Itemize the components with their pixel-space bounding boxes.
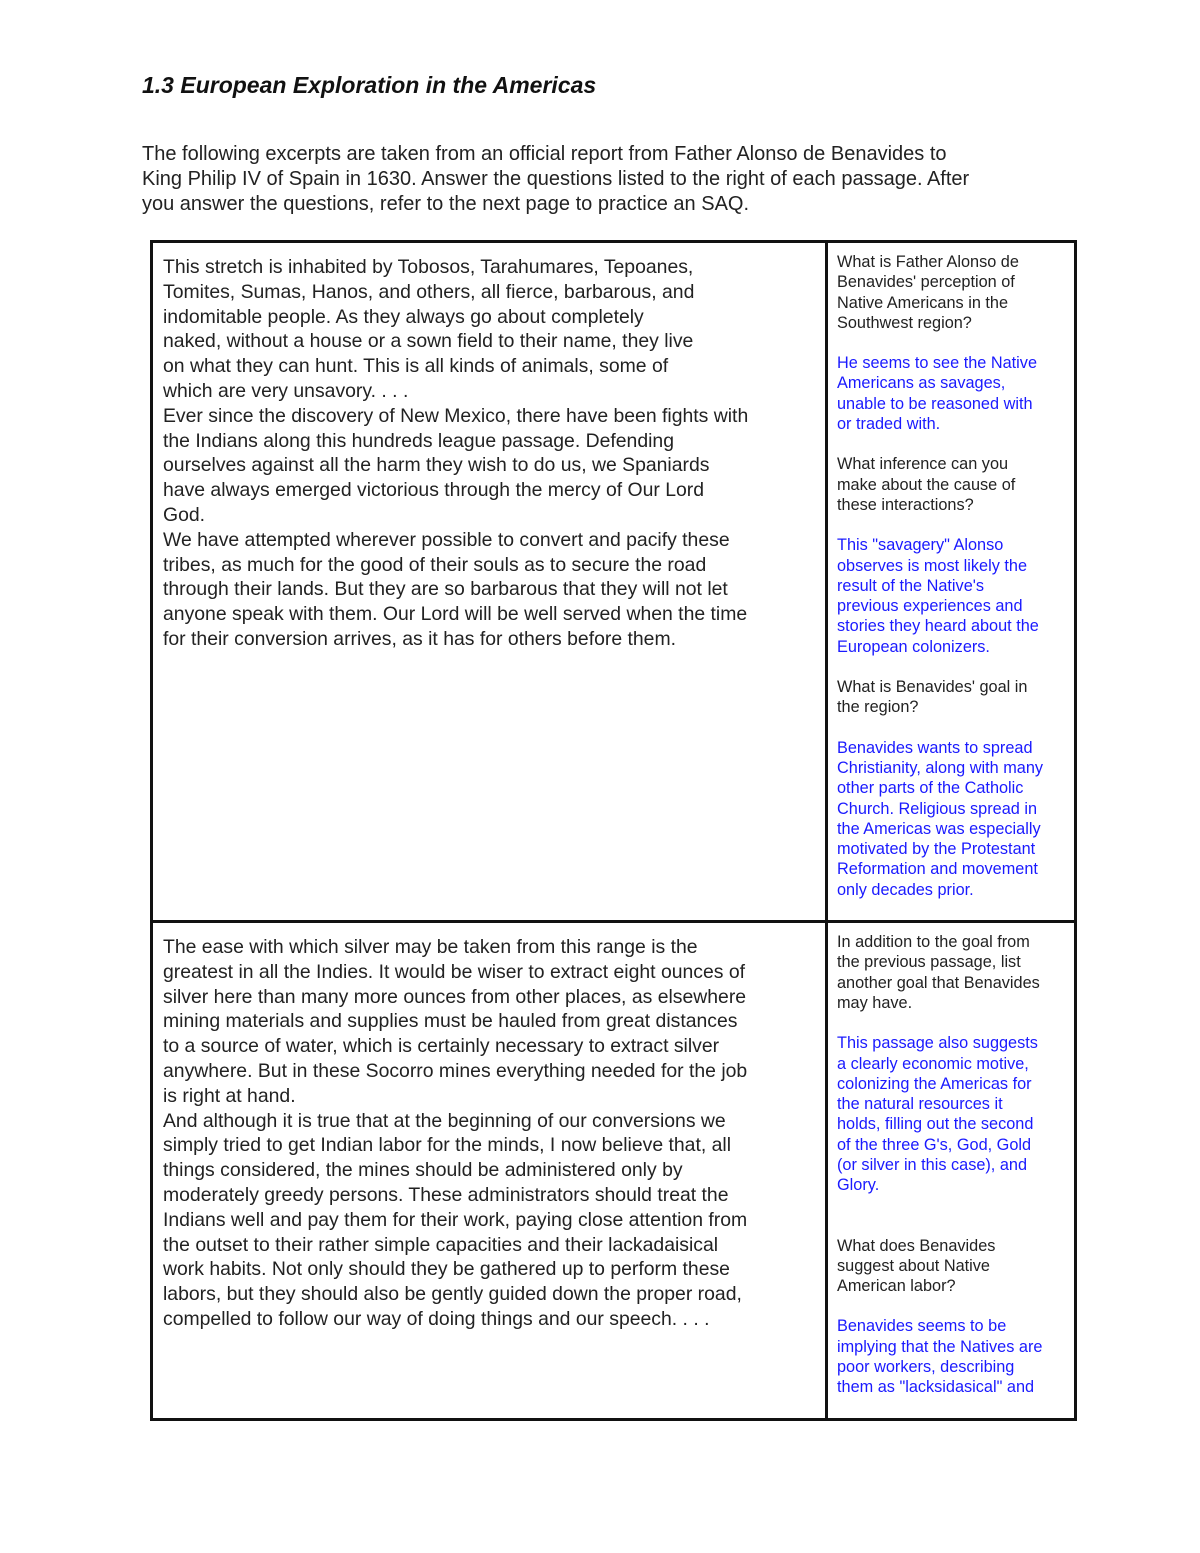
passage-1-text bbox=[153, 243, 825, 652]
passage-line: is right at hand. bbox=[163, 1084, 296, 1107]
passage-line: ourselves against all the harm they wish to do us, we Spaniards bbox=[163, 454, 710, 477]
passage-line: work habits. Not only should they be gathered up to perform these bbox=[163, 1258, 730, 1281]
passage-line: compelled to follow our way of doing things and our speech. . . . bbox=[163, 1307, 710, 1330]
questions-1-cell bbox=[827, 242, 1076, 922]
passage-line: through their lands. But they are so barbarous that they will not let bbox=[163, 578, 728, 601]
passage-line: tribes, as much for the good of their souls as to secure the road bbox=[163, 553, 707, 576]
passage-2-cell bbox=[152, 922, 827, 1420]
passage-line: Ever since the discovery of New Mexico, there have been fights with bbox=[163, 404, 749, 427]
answer-text: Benavides wants to spread Christianity, along with many other parts of the Catholic Church. Religious spread in the Americas was especially motivated by the Protestant Reformation and movement only decades prior. bbox=[837, 738, 1044, 899]
passage-line: The ease with which silver may be taken from this range is the bbox=[163, 936, 698, 959]
passage-line: things considered, the mines should be administered only by bbox=[163, 1159, 683, 1182]
passage-line: And although it is true that at the beginning of our conversions we bbox=[163, 1109, 726, 1132]
answer-text: This passage also suggests a clearly economic motive, colonizing the Americas for the natural resources it holds, filling out the second of the three G's, God, Gold (or silver in this case), and Glory. bbox=[837, 1034, 1038, 1195]
question-text: What inference can you make about the cause of these interactions? bbox=[837, 455, 1016, 514]
passage-line: moderately greedy persons. These administrators should treat the bbox=[163, 1183, 729, 1206]
passage-line: simply tried to get Indian labor for the minds, I now believe that, all bbox=[163, 1134, 732, 1157]
questions-1 bbox=[828, 243, 1074, 900]
passage-line: This stretch is inhabited by Tobosos, Tarahumares, Tepoanes, bbox=[163, 256, 694, 278]
passage-2-text bbox=[153, 923, 825, 1332]
question-text: What is Father Alonso de Benavides' perception of Native Americans in the Southwest region? bbox=[837, 253, 1019, 332]
page-title: 1.3 European Exploration in the Americas bbox=[142, 72, 597, 98]
passage-line: which are very unsavory. . . . bbox=[163, 379, 409, 402]
passage-line: greatest in all the Indies. It would be wiser to extract eight ounces of bbox=[163, 960, 746, 983]
passage-line: silver here than many more ounces from other places, as elsewhere bbox=[163, 985, 747, 1008]
question-text: What does Benavides suggest about Native American labor? bbox=[837, 1236, 996, 1296]
answer-text: He seems to see the Native Americans as savages, unable to be reasoned with or traded with. bbox=[837, 354, 1037, 434]
passage-line: Indians well and pay them for their work, paying close attention from bbox=[163, 1208, 748, 1231]
table-row bbox=[152, 922, 1076, 1420]
passage-line: on what they can hunt. This is all kinds of animals, some of bbox=[163, 355, 669, 378]
answer-text: Benavides seems to be implying that the Natives are poor workers, describing them as "lacksidasical" and bbox=[837, 1317, 1043, 1397]
passages-table bbox=[150, 240, 1077, 1421]
passage-line: We have attempted wherever possible to convert and pacify these bbox=[163, 528, 730, 551]
question-text: What is Benavides' goal in the region? bbox=[837, 678, 1028, 717]
passage-line: labors, but they should also be gently guided down the proper road, bbox=[163, 1283, 742, 1306]
passage-line: to a source of water, which is certainly necessary to extract silver bbox=[163, 1035, 720, 1058]
intro-line: The following excerpts are taken from an official report from Father Alonso de Benavides to bbox=[142, 143, 947, 165]
passage-line: Tomites, Sumas, Hanos, and others, all fierce, barbarous, and bbox=[163, 280, 695, 303]
answer-text: This "savagery" Alonso observes is most likely the result of the Native's previous experiences and stories they heard about the European colonizers. bbox=[837, 536, 1039, 656]
questions-2-cell bbox=[827, 922, 1076, 1420]
passage-line: anyone speak with them. Our Lord will be well served when the time bbox=[163, 603, 748, 626]
passage-line: anywhere. But in these Socorro mines everything needed for the job bbox=[163, 1060, 748, 1082]
passage-line: naked, without a house or a sown field to their name, they live bbox=[163, 330, 694, 353]
passage-line: indomitable people. As they always go about completely bbox=[163, 305, 644, 328]
passage-line: mining materials and supplies must be hauled from great distances bbox=[163, 1010, 738, 1033]
passage-line: the outset to their rather simple capacities and their lackadaisical bbox=[163, 1233, 719, 1256]
passage-line: for their conversion arrives, as it has for others before them. bbox=[163, 627, 676, 650]
passage-1-cell bbox=[152, 242, 827, 922]
intro-line: King Philip IV of Spain in 1630. Answer the questions listed to the right of each passage. After bbox=[142, 168, 970, 190]
question-text: In addition to the goal from the previous passage, list another goal that Benavides may have. bbox=[837, 933, 1040, 1012]
intro-line: you answer the questions, refer to the next page to practice an SAQ. bbox=[142, 193, 750, 215]
table-row bbox=[152, 242, 1076, 922]
intro-paragraph bbox=[142, 142, 1072, 217]
passage-line: have always emerged victorious through the mercy of Our Lord bbox=[163, 479, 705, 502]
questions-2 bbox=[828, 923, 1074, 1398]
passage-line: God. bbox=[163, 503, 206, 526]
passage-line: the Indians along this hundreds league passage. Defending bbox=[163, 429, 675, 452]
